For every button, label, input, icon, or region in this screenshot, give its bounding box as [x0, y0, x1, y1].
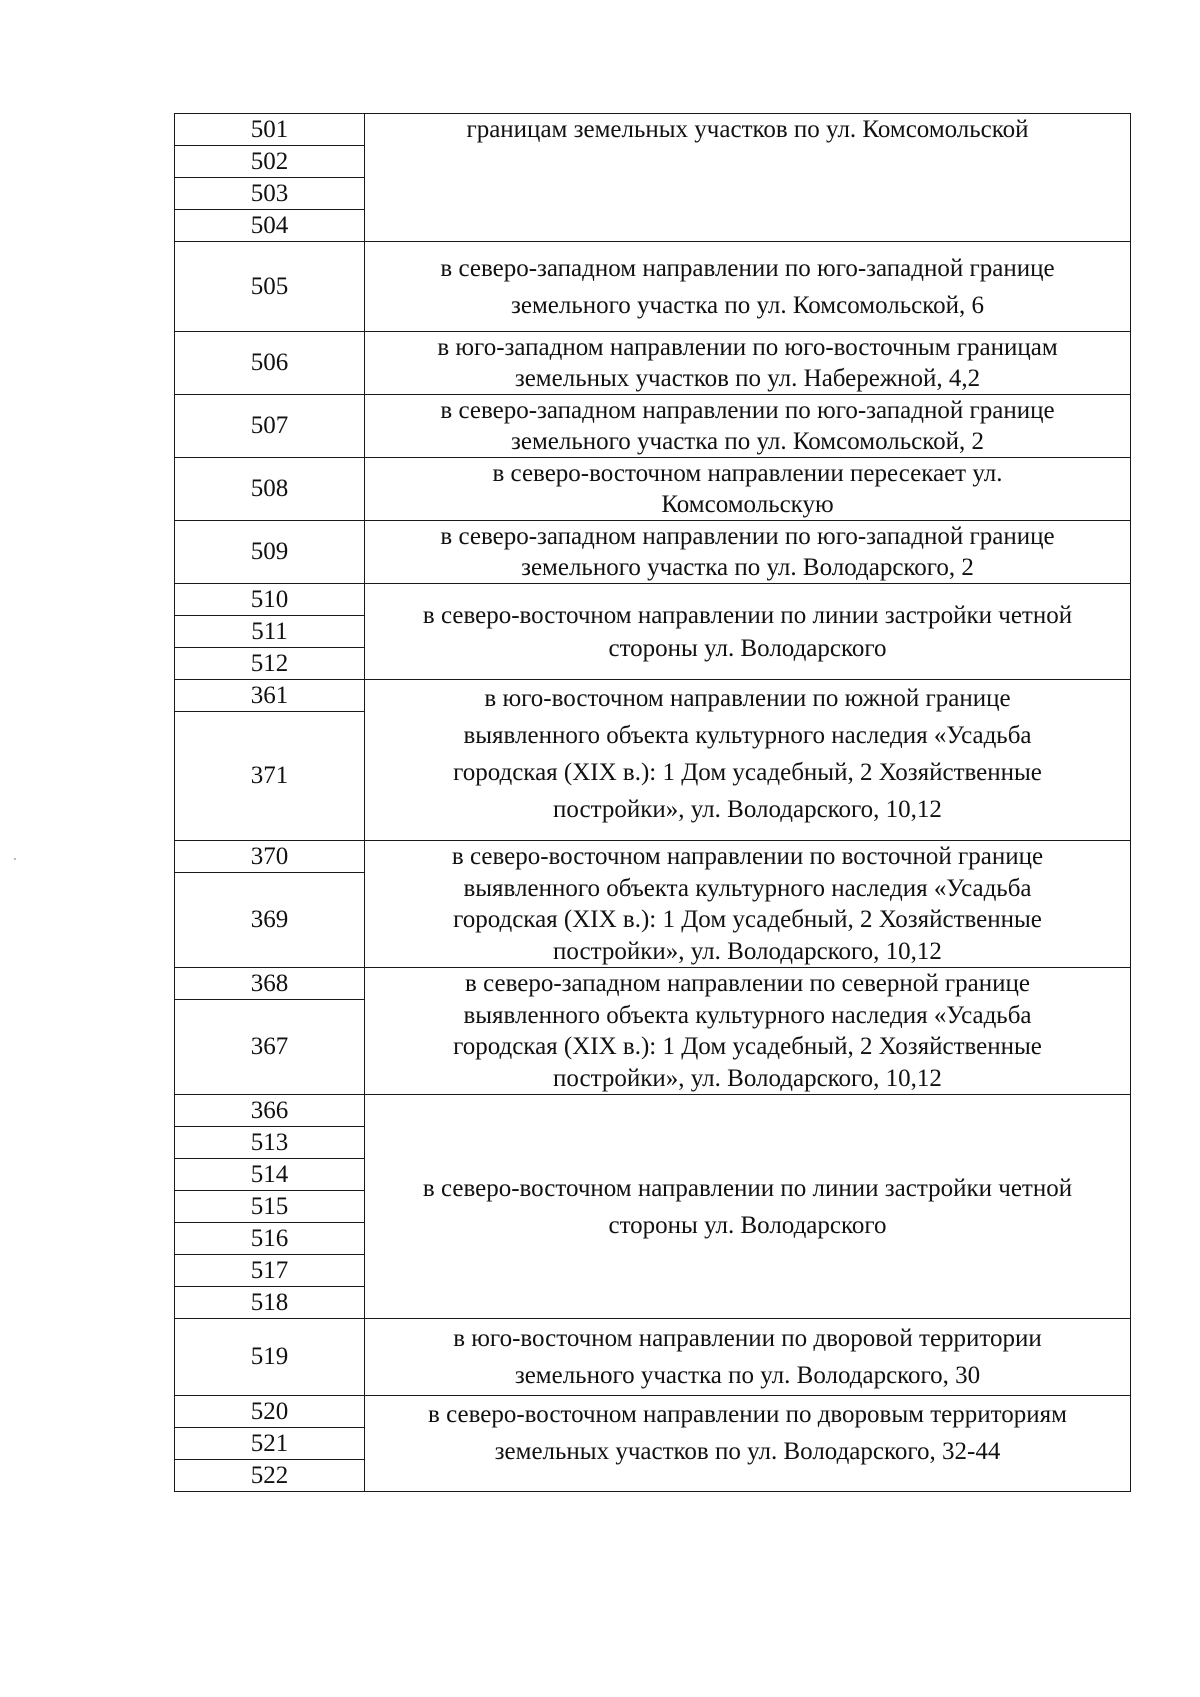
point-number-cell: 516 [175, 1223, 365, 1255]
point-number-cell: 361 [175, 680, 365, 712]
description-line: земельного участка по ул. Комсомольской, 6 [511, 291, 984, 319]
description-cell [365, 680, 1131, 841]
point-number-cell: 369 [175, 873, 365, 968]
description-line: выявленного объекта культурного наследия «Усадьба [463, 1001, 1032, 1029]
description-cell [365, 584, 1131, 680]
description-line: в северо-восточном направлении по восточной границе [451, 843, 1044, 870]
description-cell [365, 458, 1131, 521]
description-line: в северо-западном направлении по северной границе [465, 970, 1030, 997]
description-line: выявленного объекта культурного наследия «Усадьба [463, 874, 1032, 902]
point-number-cell: 506 [175, 332, 365, 395]
description-line: земельных участков по ул. Володарского, 32-44 [494, 1438, 1001, 1465]
point-number-cell: 520 [175, 1396, 365, 1428]
description-line: в северо-западном направлении по юго-западной границе [440, 397, 1055, 424]
description-line: стороны ул. Володарского [608, 1211, 887, 1239]
description-cell [365, 1396, 1131, 1492]
description-line: постройки», ул. Володарского, 10,12 [553, 796, 942, 823]
point-number-cell: 503 [175, 178, 365, 210]
description-line: в юго-восточном направлении по южной границе [484, 685, 1011, 712]
point-number-cell: 509 [175, 521, 365, 584]
description-line: в северо-восточном направлении по линии застройки четной [422, 1174, 1073, 1202]
point-number-cell: 507 [175, 395, 365, 458]
description-line: земельных участков по ул. Набережной, 4,2 [514, 365, 981, 392]
description-line: Комсомольскую [661, 491, 834, 518]
table-row [175, 521, 1131, 584]
description-line: земельного участка по ул. Володарского, 2 [521, 554, 974, 581]
point-number-cell: 370 [175, 841, 365, 873]
description-line: в северо-восточном направлении по линии застройки четной [422, 601, 1073, 629]
table-row [175, 968, 1131, 1000]
point-number-cell: 517 [175, 1255, 365, 1287]
table-row [175, 395, 1131, 458]
point-number-cell: 514 [175, 1159, 365, 1191]
point-number-cell: 518 [175, 1287, 365, 1319]
point-number-cell: 508 [175, 458, 365, 521]
description-line: в юго-восточном направлении по дворовой территории [453, 1325, 1042, 1352]
boundary-description-table [174, 113, 1131, 1492]
description-line: городская (XIX в.): 1 Дом усадебный, 2 Хозяйственные [453, 906, 1042, 933]
description-line: в юго-западном направлении по юго-восточным границам [437, 334, 1058, 361]
description-line: в северо-восточном направлении по дворовым территориям [428, 1401, 1067, 1428]
description-cell [365, 1319, 1131, 1396]
point-number-cell: 502 [175, 146, 365, 178]
table-row [175, 841, 1131, 873]
point-number-cell: 368 [175, 968, 365, 1000]
description-cell [365, 242, 1131, 332]
description-cell [365, 968, 1131, 1095]
point-number-cell: 366 [175, 1095, 365, 1127]
description-cell [365, 114, 1131, 242]
description-line: границам земельных участков по ул. Комсомольской [466, 116, 1029, 143]
point-number-cell: 515 [175, 1191, 365, 1223]
table-row [175, 458, 1131, 521]
point-number-cell: 512 [175, 648, 365, 680]
description-line: городская (XIX в.): 1 Дом усадебный, 2 Хозяйственные [453, 759, 1042, 786]
point-number-cell: 519 [175, 1319, 365, 1396]
point-number-cell: 504 [175, 210, 365, 242]
table-row [175, 1095, 1131, 1127]
point-number-cell: 513 [175, 1127, 365, 1159]
table-row [175, 1319, 1131, 1396]
point-number-cell: 510 [175, 584, 365, 616]
description-line: городская (XIX в.): 1 Дом усадебный, 2 Хозяйственные [453, 1033, 1042, 1060]
table-row [175, 680, 1131, 712]
point-number-cell: 521 [175, 1428, 365, 1460]
description-line: постройки», ул. Володарского, 10,12 [553, 1064, 942, 1092]
description-line: в северо-западном направлении по юго-западной границе [440, 523, 1055, 550]
description-cell [365, 521, 1131, 584]
point-number-cell: 505 [175, 242, 365, 332]
description-line: в северо-западном направлении по юго-западной границе [440, 254, 1055, 282]
table-row [175, 584, 1131, 616]
description-line: постройки», ул. Володарского, 10,12 [553, 937, 942, 965]
point-number-cell: 511 [175, 616, 365, 648]
description-line: земельного участка по ул. Комсомольской, 2 [511, 428, 984, 455]
description-line: выявленного объекта культурного наследия «Усадьба [463, 722, 1032, 749]
description-cell [365, 1095, 1131, 1319]
description-line: в северо-восточном направлении пересекает ул. [492, 460, 1003, 487]
table-row [175, 242, 1131, 332]
description-cell [365, 332, 1131, 395]
description-line: стороны ул. Володарского [608, 634, 887, 662]
table-row [175, 332, 1131, 395]
point-number-cell: 371 [175, 712, 365, 841]
table-row [175, 1396, 1131, 1428]
description-cell [365, 841, 1131, 968]
scan-speck [14, 858, 16, 860]
description-cell [365, 395, 1131, 458]
table-row [175, 114, 1131, 146]
point-number-cell: 501 [175, 114, 365, 146]
point-number-cell: 367 [175, 1000, 365, 1095]
description-line: земельного участка по ул. Володарского, 30 [514, 1362, 981, 1389]
point-number-cell: 522 [175, 1460, 365, 1492]
